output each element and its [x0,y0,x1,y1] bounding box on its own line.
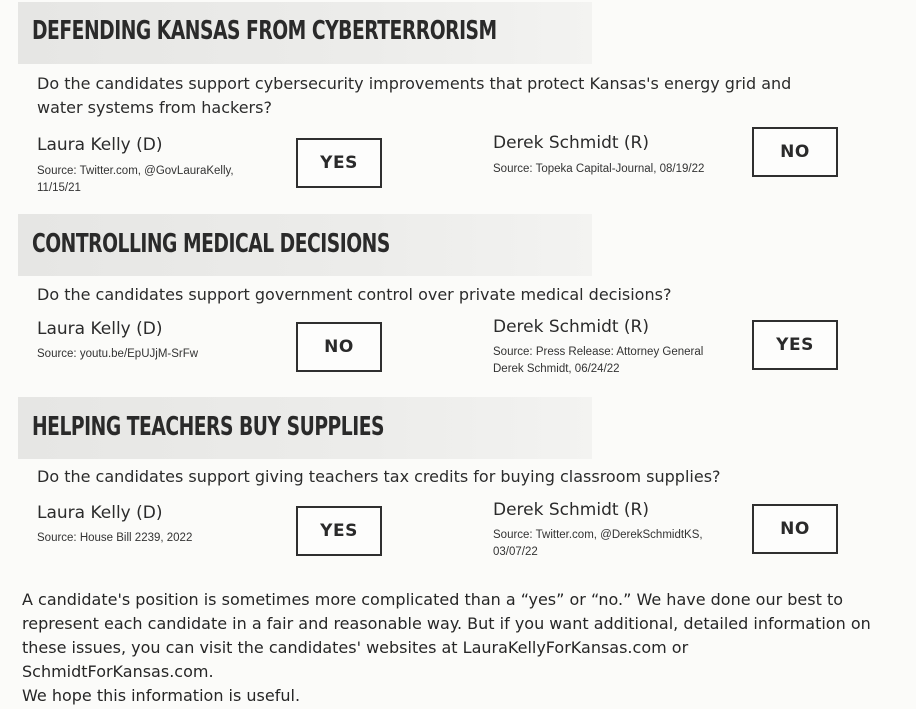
section-2-right-source [493,344,703,378]
section-2-question-line-1: Do the candidates support government control over private medical decisions? [37,285,672,304]
section-3-right-source-line-1: Source: Twitter.com, @DerekSchmidtKS, [493,529,703,541]
section-1-right-source [493,161,704,178]
section-3-right-answer-box: NO [752,504,838,554]
section-1-question [37,72,827,120]
section-3-left-answer-box: YES [296,506,382,556]
section-1-left-source-line-2: 11/15/21 [37,182,81,194]
section-3-right-candidate-name: Derek Schmidt (R) [493,500,650,520]
section-2-left-candidate-name: Laura Kelly (D) [37,319,163,339]
disclaimer-line-4: We hope this information is useful. [22,686,301,705]
section-3-right-source [493,527,703,561]
section-1-right-source-line-1: Source: Topeka Capital-Journal, 08/19/22 [493,163,705,175]
section-2-left-source-line-1: Source: youtu.be/EpUJjM-SrFw [37,348,199,360]
section-1-left-answer-box: YES [296,138,382,188]
disclaimer-line-3: these issues, you can visit the candidates' websites at LauraKellyForKansas.com or SchmidtForKansas.com. [22,638,689,681]
section-1-right-candidate-name: Derek Schmidt (R) [493,133,650,153]
disclaimer-line-1: A candidate's position is sometimes more complicated than a “yes” or “no.” We have done our best to [22,590,844,609]
section-3-heading: HELPING TEACHERS BUY SUPPLIES [32,412,385,442]
section-2-right-candidate-name: Derek Schmidt (R) [493,317,650,337]
section-3-right-source-line-2: 03/07/22 [493,546,538,558]
section-2-question [37,283,827,307]
section-3-left-candidate-name: Laura Kelly (D) [37,503,163,523]
disclaimer-paragraph [22,588,882,708]
section-3-left-source [37,530,192,547]
disclaimer-line-2: represent each candidate in a fair and reasonable way. But if you want additional, detailed information on [22,614,871,633]
section-1-question-line-1: Do the candidates support cybersecurity improvements that protect Kansas's energy grid and [37,74,792,93]
section-3-question-line-1: Do the candidates support giving teachers tax credits for buying classroom supplies? [37,467,721,486]
section-2-heading: CONTROLLING MEDICAL DECISIONS [32,229,390,259]
section-1-left-source [37,163,234,197]
section-1-left-candidate-name: Laura Kelly (D) [37,135,163,155]
section-2-right-source-line-1: Source: Press Release: Attorney General [493,346,704,358]
section-1-right-answer-box: NO [752,127,838,177]
section-2-left-source [37,346,198,363]
section-2-left-answer-box: NO [296,322,382,372]
section-1-left-source-line-1: Source: Twitter.com, @GovLauraKelly, [37,165,234,177]
section-1-heading: DEFENDING KANSAS FROM CYBERTERRORISM [32,16,497,46]
section-3-question [37,465,827,489]
section-2-right-source-line-2: Derek Schmidt, 06/24/22 [493,363,620,375]
section-2-right-answer-box: YES [752,320,838,370]
section-1-question-line-2: water systems from hackers? [37,98,272,117]
section-3-left-source-line-1: Source: House Bill 2239, 2022 [37,532,193,544]
